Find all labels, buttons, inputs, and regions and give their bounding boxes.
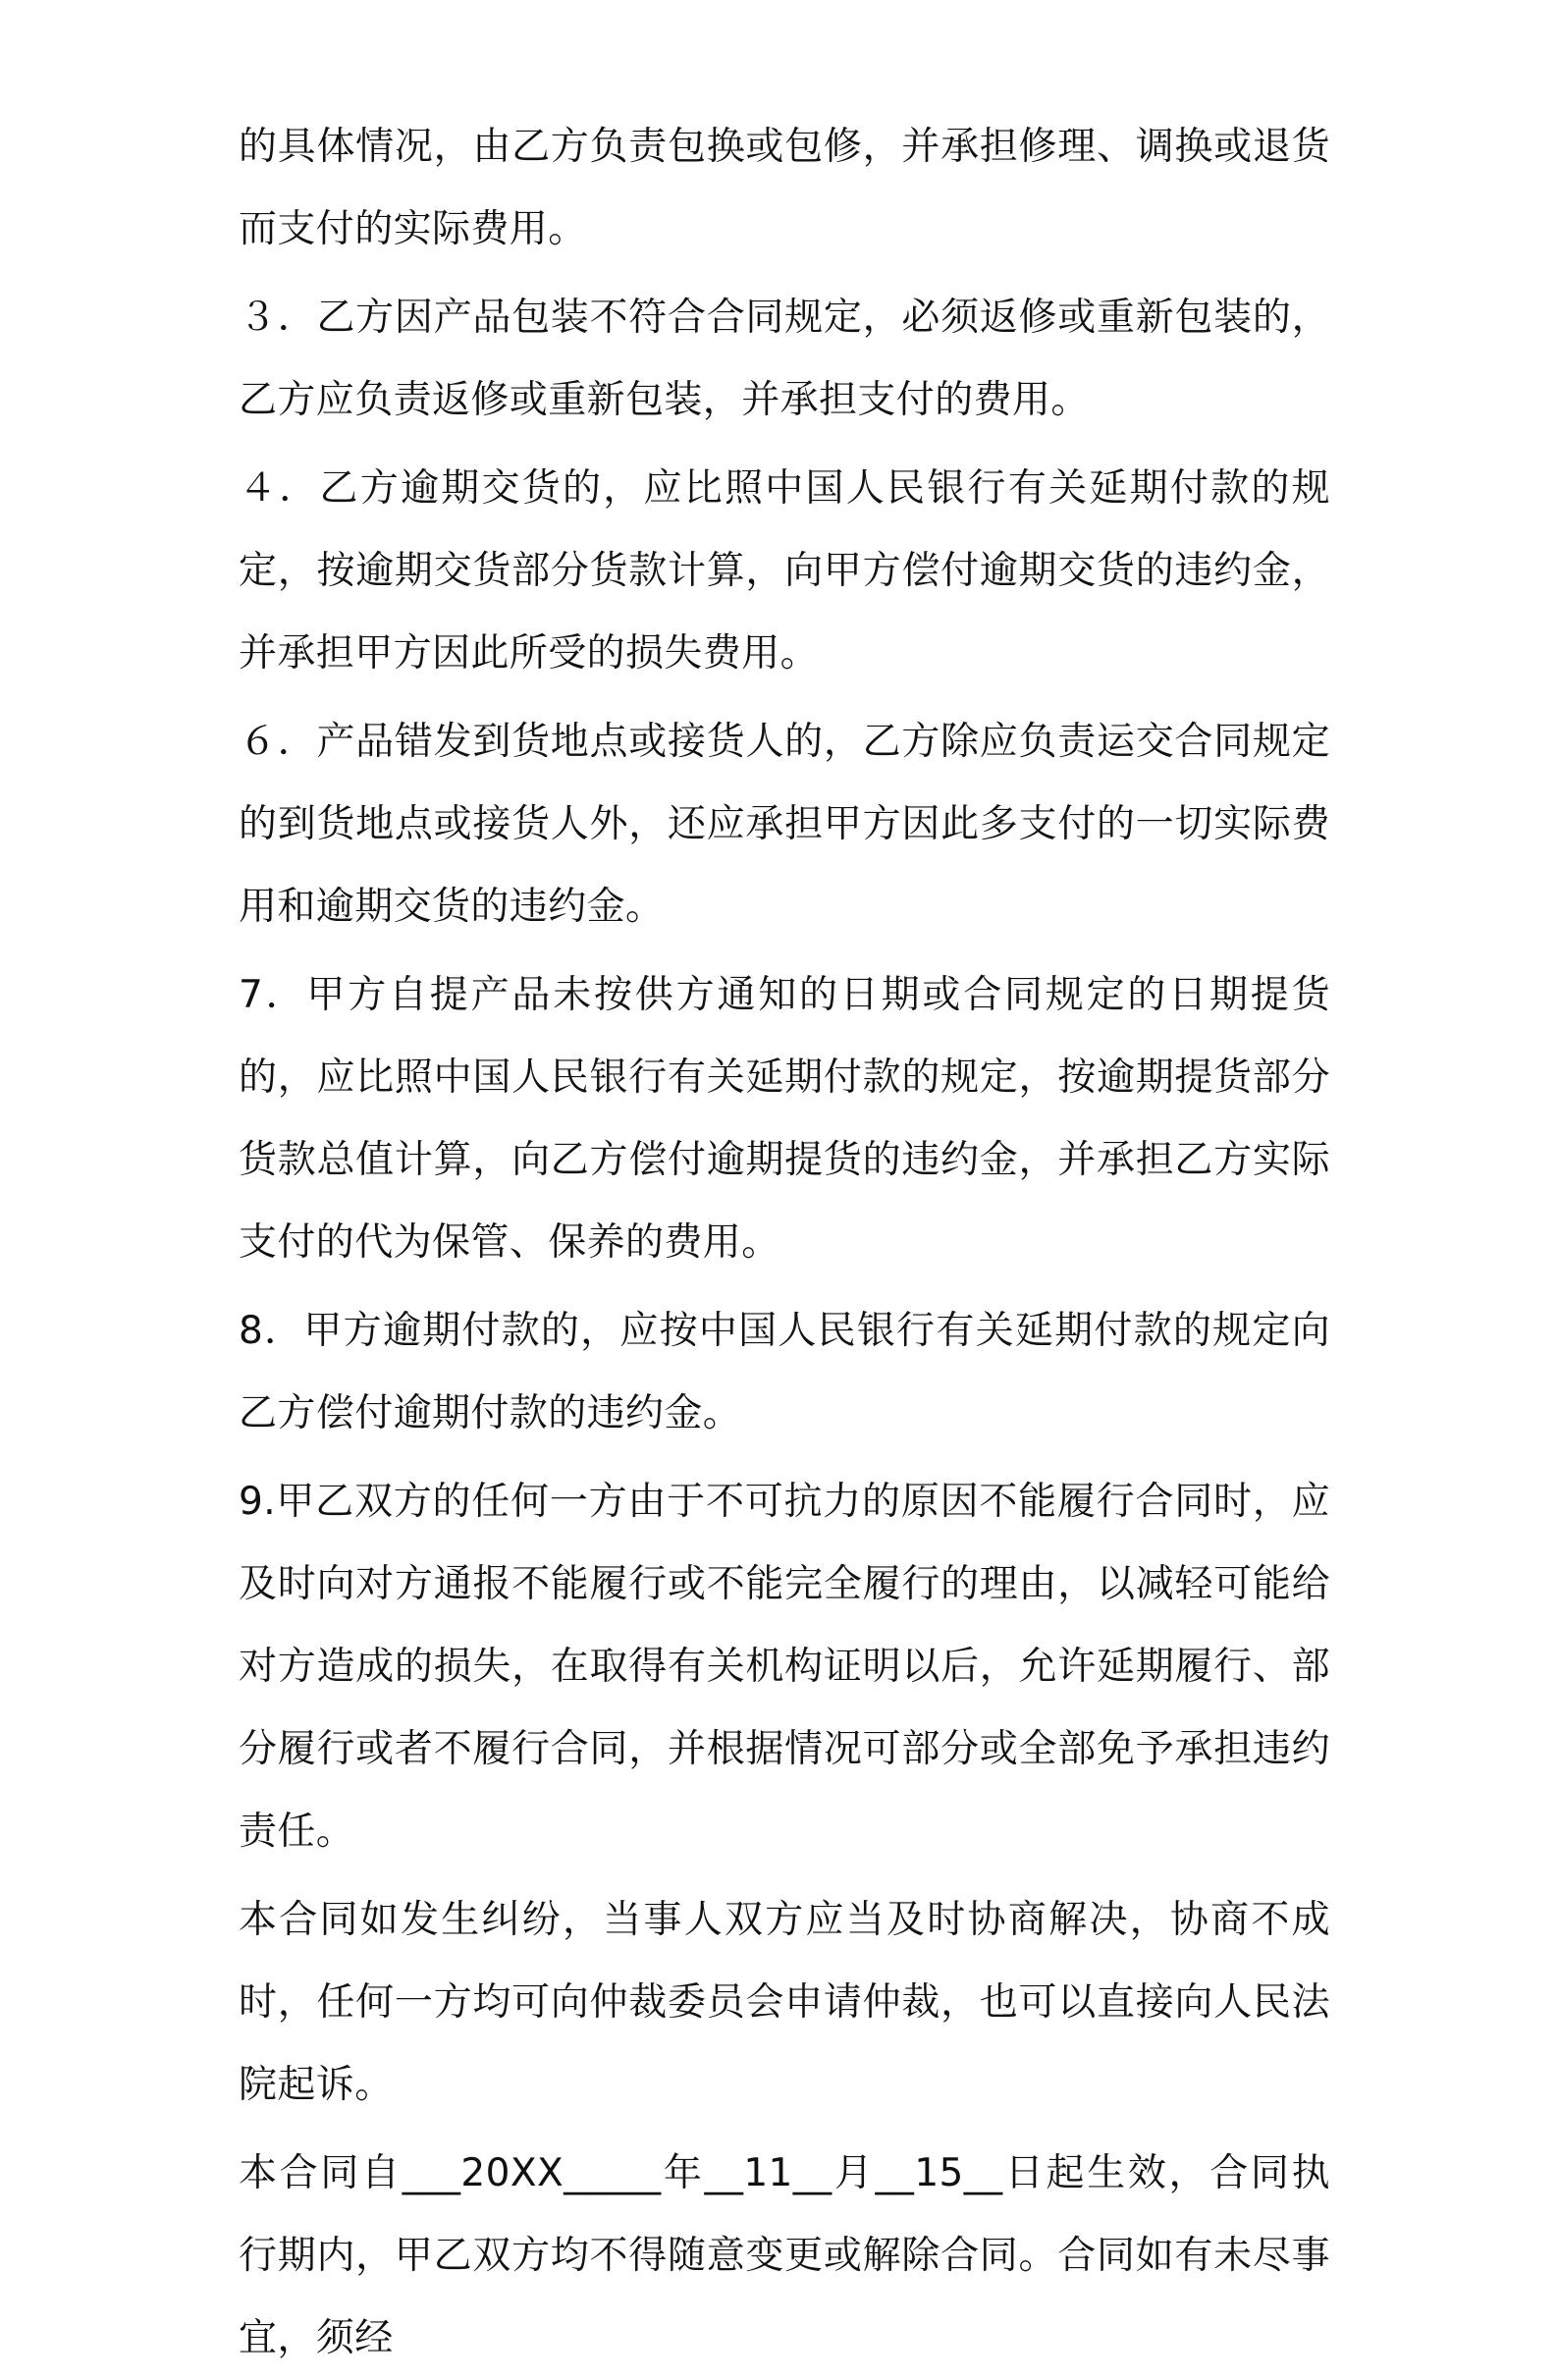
paragraph-clause-8-late-payment: 8．甲方逾期付款的，应按中国人民银行有关延期付款的规定向乙方偿付逾期付款的违约金。 bbox=[239, 1309, 1330, 1435]
paragraph-clause-9-force-majeure: 9.甲乙双方的任何一方由于不可抗力的原因不能履行合同时，应及时向对方通报不能履行或不能完全履行的理由，以减轻可能给对方造成的损失，在取得有关机构证明以后，允许延期履行、部分履行或者不履行合同，并根据情况可部分或全部免予承担违约责任。 bbox=[239, 1480, 1330, 1854]
paragraph-effective-date: 本合同自___20XX_____年__11__月__15__日起生效，合同执行期内，甲乙双方均不得随意变更或解除合同。合同如有未尽事宜，须经 bbox=[239, 2151, 1330, 2360]
document-body bbox=[239, 106, 1330, 2380]
paragraph-dispute-resolution: 本合同如发生纠纷，当事人双方应当及时协商解决，协商不成时，任何一方均可向仲裁委员会申请仲裁，也可以直接向人民法院起诉。 bbox=[239, 1898, 1330, 2107]
paragraph-clause-7-late-pickup: 7．甲方自提产品未按供方通知的日期或合同规定的日期提货的，应比照中国人民银行有关延期付款的规定，按逾期提货部分货款总值计算，向乙方偿付逾期提货的违约金，并承担乙方实际支付的代为保管、保养的费用。 bbox=[239, 973, 1330, 1265]
paragraph-clause-6-misdelivery: ６．产品错发到货地点或接货人的，乙方除应负责运交合同规定的到货地点或接货人外，还应承担甲方因此多支付的一切实际费用和逾期交货的违约金。 bbox=[239, 720, 1330, 929]
paragraph-clause-4-late-delivery: ４．乙方逾期交货的，应比照中国人民银行有关延期付款的规定，按逾期交货部分货款计算，向甲方偿付逾期交货的违约金，并承担甲方因此所受的损失费用。 bbox=[239, 466, 1330, 676]
paragraph-warranty-cost: 的具体情况，由乙方负责包换或包修，并承担修理、调换或退货而支付的实际费用。 bbox=[239, 125, 1330, 251]
paragraph-clause-3-packaging: ３．乙方因产品包装不符合合同规定，必须返修或重新包装的，乙方应负责返修或重新包装，并承担支付的费用。 bbox=[239, 296, 1330, 422]
